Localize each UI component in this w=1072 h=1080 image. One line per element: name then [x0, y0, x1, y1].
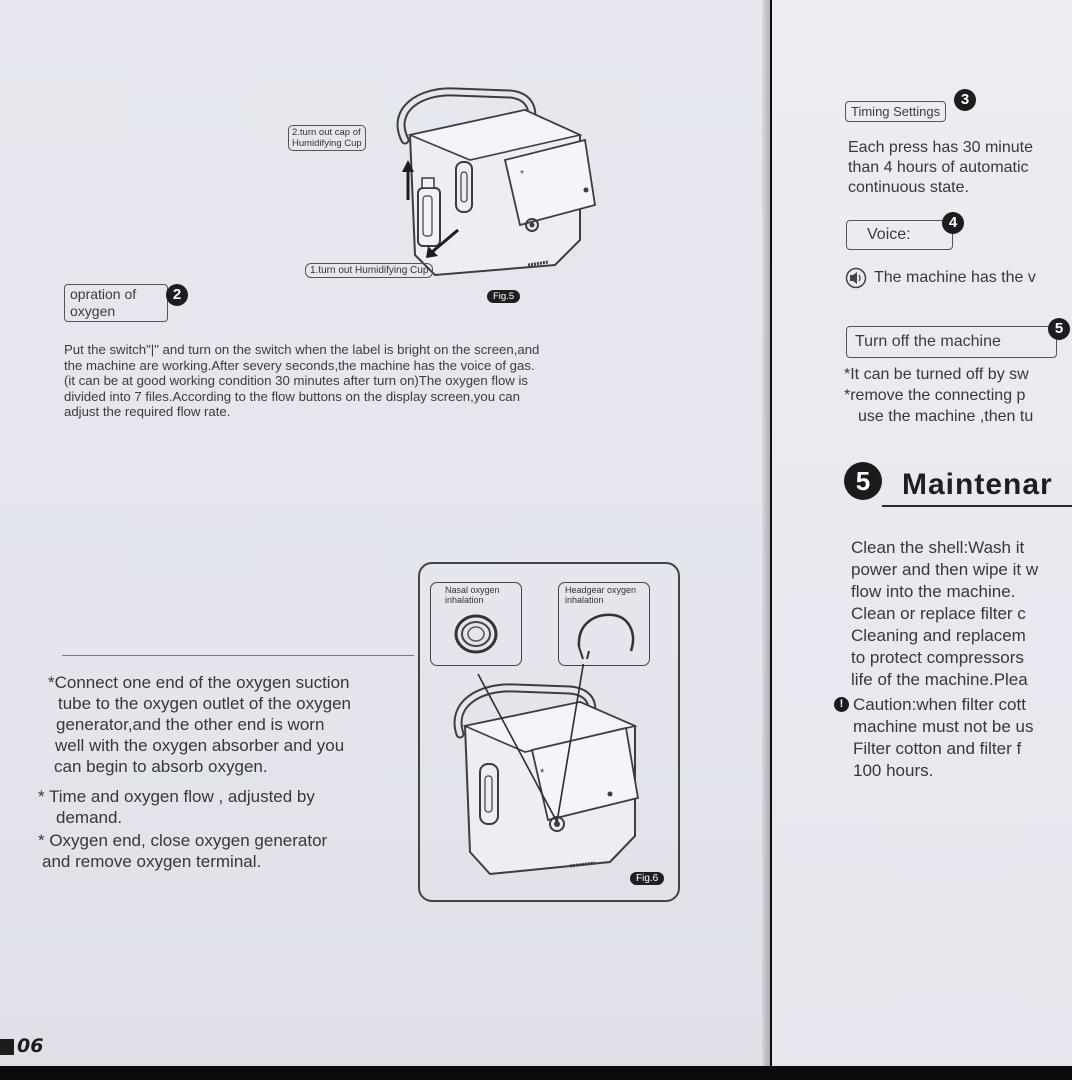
section2-line: (it can be at good working condition 30 minutes after turn on)The oxygen flow is [64, 373, 529, 388]
caution-line: machine must not be us [853, 717, 1034, 736]
section2-badge: 2 [166, 284, 188, 306]
svg-text:*: * [540, 767, 545, 779]
fig5-callout-cap-line2: Humidifying Cup [292, 138, 362, 149]
instruction-line: can begin to absorb oxygen. [54, 757, 268, 776]
turn-off-label: Turn off the machine [846, 326, 1057, 358]
page-number: 06 [17, 1035, 44, 1057]
timing-settings-label: Timing Settings [845, 101, 946, 122]
maintenance-line: to protect compressors [851, 648, 1024, 667]
section2-heading [64, 284, 168, 322]
voice-text: The machine has the v [874, 269, 1036, 286]
fig5-label: Fig.5 [487, 290, 520, 303]
section2-line: Put the switch"|" and turn on the switch when the label is bright on the screen,and [64, 342, 540, 357]
turn-off-line: *It can be turned off by sw [844, 366, 1029, 383]
timing-line: continuous state. [848, 179, 969, 196]
maintenance-line: power and then wipe it w [851, 560, 1039, 579]
turn-off-line: *remove the connecting p [844, 387, 1026, 404]
caution-line: 100 hours. [853, 761, 934, 780]
fig6-concentrator-illustration [420, 664, 674, 894]
nasal-label-line2: inhalation [445, 595, 484, 605]
maintenance-line: Clean or replace filter c [851, 604, 1026, 623]
instruction-line: well with the oxygen absorber and you [55, 736, 345, 755]
nasal-label-line1: Nasal oxygen [445, 585, 500, 595]
fig5-callout-cap-line1: 2.turn out cap of [292, 127, 361, 138]
page-number-marker [0, 1039, 14, 1055]
maintenance-badge: 5 [844, 462, 882, 500]
voice-label: Voice: [846, 220, 953, 250]
instruction-line: *Connect one end of the oxygen suction [48, 673, 350, 692]
maintenance-underline [882, 505, 1072, 507]
instruction-item-connect [48, 672, 420, 777]
headgear-cannula-icon [569, 607, 639, 661]
maintenance-line: flow into the machine. [851, 582, 1016, 601]
instruction-item-time-flow [38, 786, 410, 828]
caution-line: Caution:when filter cott [853, 695, 1026, 714]
voice-badge: 4 [942, 212, 964, 234]
headgear-label-line2: inhalation [565, 595, 604, 605]
instruction-line: generator,and the other end is worn [56, 715, 325, 734]
timing-settings-badge: 3 [954, 89, 976, 111]
caution-text [853, 694, 1033, 782]
instruction-line: and remove oxygen terminal. [42, 852, 262, 871]
nasal-cannula-icon [443, 607, 509, 661]
section2-heading-line1: opration of [70, 286, 137, 302]
maintenance-text [851, 537, 1038, 691]
fig6-label: Fig.6 [630, 872, 664, 885]
caution-icon: ! [834, 697, 849, 712]
table-edge [0, 1066, 1072, 1080]
maintenance-line: life of the machine.Plea [851, 670, 1028, 689]
section2-heading-line2: oxygen [70, 303, 116, 319]
svg-text:*: * [520, 169, 524, 180]
section2-line: adjust the required flow rate. [64, 404, 231, 419]
right-page [772, 0, 1072, 1066]
turn-off-text [844, 364, 1033, 427]
section2-line: divided into 7 files.According to the flow buttons on the display screen,you can [64, 388, 520, 404]
fig5-callout-cup: 1.turn out Humidifying Cup [305, 263, 433, 278]
turn-off-line: use the machine ,then tu [858, 408, 1034, 425]
instruction-line: tube to the oxygen outlet of the oxygen [58, 694, 351, 713]
section2-line: the machine are working.After severy seconds,the machine has the voice of gas. [64, 357, 535, 373]
timing-settings-text [848, 138, 1033, 198]
instruction-line: * Oxygen end, close oxygen generator [38, 831, 328, 850]
maintenance-title: Maintenar [902, 468, 1053, 501]
divider-line [62, 655, 414, 656]
turn-off-badge: 5 [1048, 318, 1070, 340]
timing-line: Each press has 30 minute [848, 139, 1033, 156]
fig5-callout-cap [288, 125, 366, 151]
instruction-line: demand. [56, 808, 123, 827]
fig6-headgear-box [558, 582, 650, 666]
maintenance-line: Clean the shell:Wash it [851, 538, 1025, 557]
caution-line: Filter cotton and filter f [853, 739, 1022, 758]
maintenance-line: Cleaning and replacem [851, 626, 1026, 645]
instruction-line: * Time and oxygen flow , adjusted by [38, 787, 315, 806]
instruction-item-oxygen-end [38, 830, 410, 872]
fig6-nasal-box [430, 582, 522, 666]
speaker-icon [845, 267, 869, 289]
headgear-label-line1: Headgear oxygen [565, 585, 637, 595]
section2-paragraph [64, 342, 714, 420]
timing-line: than 4 hours of automatic [848, 159, 1029, 176]
